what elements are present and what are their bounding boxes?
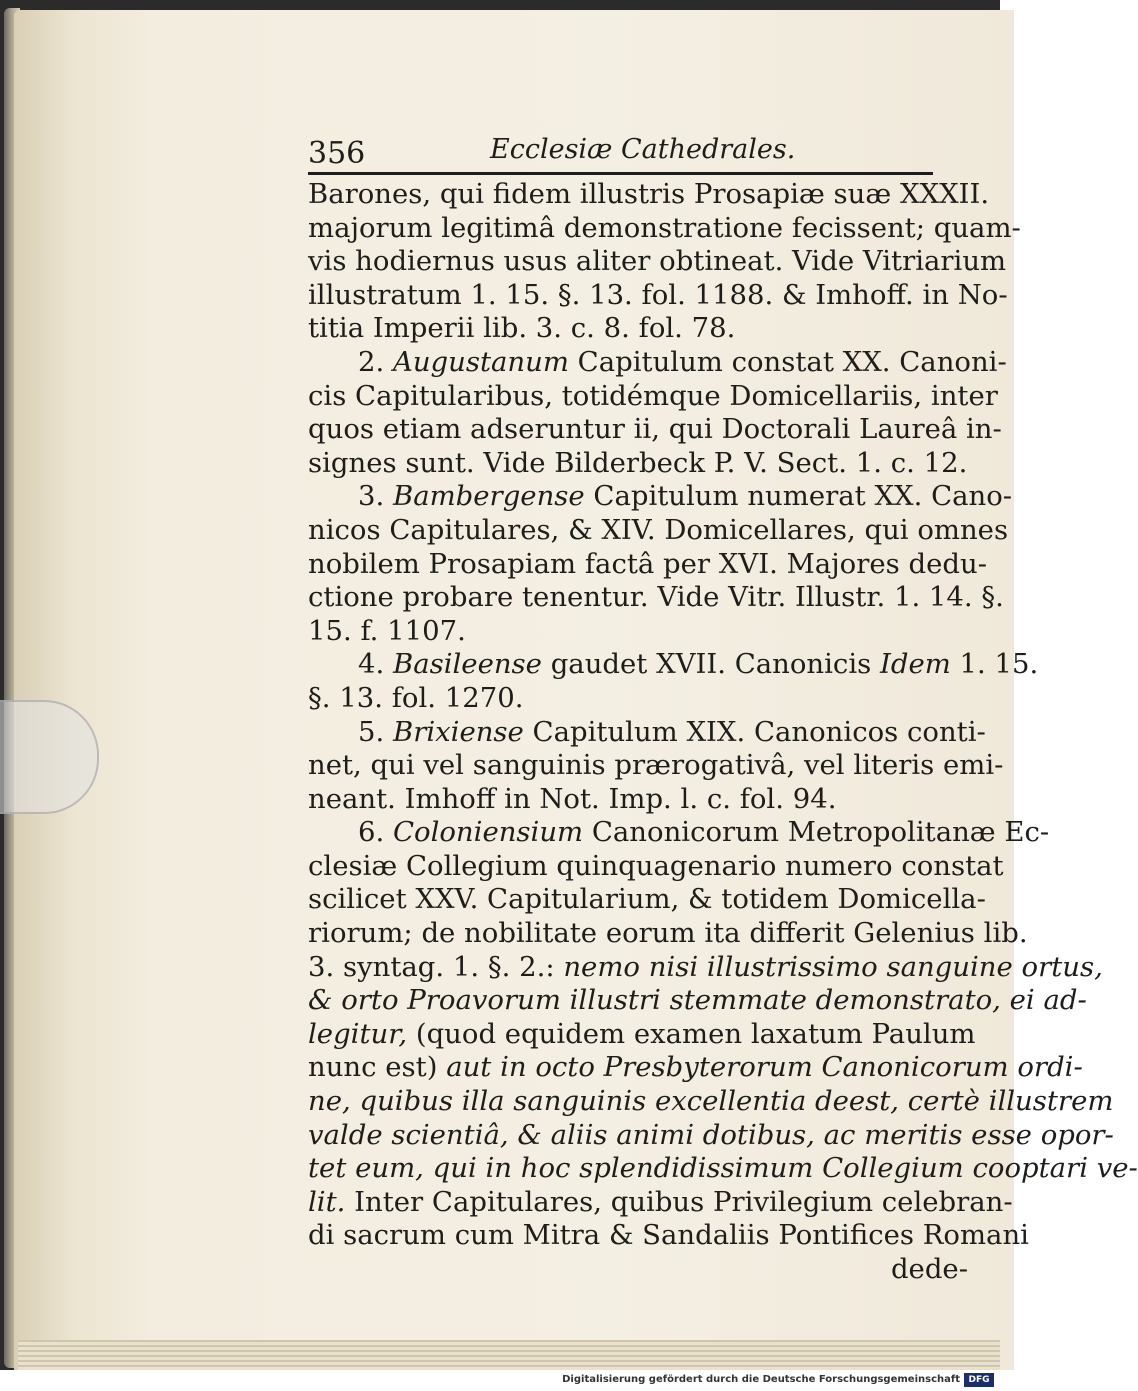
text-run: nicos Capitulares, & XIV. Domicellares, qui omnes xyxy=(308,513,1009,546)
text-line xyxy=(308,1051,1083,1085)
italic-text: Augustanum xyxy=(392,345,569,378)
text-run: Capitulum constat XX. Canoni- xyxy=(568,345,1007,378)
text-run: 3. xyxy=(358,480,393,513)
text-run: nobilem Prosapiam factâ per XVI. Majores dedu- xyxy=(308,547,987,580)
page-number: 356 xyxy=(308,136,366,171)
text-run: quos etiam adseruntur ii, qui Doctorali Laureâ in- xyxy=(308,413,1002,446)
text-line xyxy=(308,984,1087,1018)
text-line xyxy=(308,211,1021,246)
italic-text: tet eum, qui in hoc splendidissimum Collegium cooptari ve- xyxy=(308,1152,1138,1185)
text-run: 1. 15. xyxy=(950,648,1039,681)
text-run: dede- xyxy=(890,1253,968,1285)
text-line xyxy=(308,715,986,750)
text-line xyxy=(308,1219,1029,1253)
text-line xyxy=(308,1152,1138,1186)
italic-text: legitur, xyxy=(308,1017,408,1050)
text-run: Inter Capitulares, quibus Privilegium celebran- xyxy=(345,1185,1013,1218)
text-run: gaudet XVII. Canonicis xyxy=(541,648,880,681)
text-line xyxy=(308,816,1050,850)
text-line xyxy=(308,278,1008,313)
text-line xyxy=(308,849,1004,884)
dfg-credit: Digitalisierung gefördert durch die Deutsche Forschungsgemeinschaft xyxy=(562,1374,960,1385)
italic-text: lit. xyxy=(308,1185,346,1218)
text-line xyxy=(308,1118,1114,1153)
text-run: scilicet XXV. Capitularium, & totidem Domicella- xyxy=(308,883,986,916)
text-line xyxy=(308,648,1039,682)
page-header xyxy=(308,128,933,178)
text-line xyxy=(308,1085,1114,1119)
text-line xyxy=(308,413,1002,447)
italic-text: aut in octo Presbyterorum Canonicorum ordi- xyxy=(446,1051,1083,1084)
text-run: cis Capitularibus, totidémque Domicellariis, inter xyxy=(308,379,998,412)
italic-text: Basileense xyxy=(392,648,542,681)
text-run: 3. syntag. 1. §. 2.: xyxy=(308,950,564,983)
text-run: riorum; de nobilitate eorum ita differit Gelenius lib. xyxy=(308,917,1028,950)
italic-text: Idem xyxy=(879,648,951,681)
text-run: majorum legitimâ demonstratione fecissent; quam- xyxy=(308,211,1021,244)
text-line xyxy=(308,345,1007,380)
text-run: Canonicorum Metropolitanæ Ec- xyxy=(583,816,1050,849)
text-line xyxy=(308,480,1013,514)
text-run: 2. xyxy=(358,345,393,378)
text-run: Capitulum numerat XX. Cano- xyxy=(584,480,1013,513)
text-run: nunc est) xyxy=(308,1051,447,1084)
text-line xyxy=(308,883,986,917)
dfg-logo: DFG xyxy=(964,1373,994,1387)
text-line xyxy=(308,513,1009,548)
running-head: Ecclesiæ Cathedrales. xyxy=(490,134,796,165)
text-line xyxy=(308,581,1004,615)
text-run: signes sunt. Vide Bilderbeck P. V. Sect. 1. c. 12. xyxy=(308,446,968,479)
body-text xyxy=(308,178,1138,1287)
text-run: 5. xyxy=(358,715,393,748)
text-run: titia Imperii lib. 3. c. 8. fol. 78. xyxy=(308,312,736,345)
text-line xyxy=(308,615,968,649)
header-rule xyxy=(308,172,933,175)
italic-text: ne, quibus illa sanguinis excellentia deest, certè illustrem xyxy=(308,1085,1114,1118)
italic-text: Bambergense xyxy=(392,480,585,513)
text-line xyxy=(308,682,968,716)
text-run: ctione probare tenentur. Vide Vitr. Illustr. 1. 14. §. xyxy=(308,581,1004,614)
text-run: vis hodiernus usus aliter obtineat. Vide Vitriarium xyxy=(308,245,1007,278)
text-run: di sacrum cum Mitra & Sandaliis Pontifices Romani xyxy=(308,1219,1029,1252)
text-run: 15. f. 1107. xyxy=(308,614,466,647)
text-line xyxy=(308,783,968,817)
text-line xyxy=(308,950,1103,985)
text-run: Capitulum XIX. Canonicos conti- xyxy=(523,715,986,748)
text-line xyxy=(308,1185,1013,1220)
italic-text: Coloniensium xyxy=(392,816,584,849)
text-line xyxy=(308,917,1028,951)
text-run: clesiæ Collegium quinquagenario numero constat xyxy=(308,849,1004,882)
text-line xyxy=(308,447,968,481)
text-line xyxy=(308,547,987,582)
show-through-ink xyxy=(205,925,325,1075)
italic-text: & orto Proavorum illustri stemmate demonstrato, ei ad- xyxy=(308,984,1087,1017)
text-run: §. 13. fol. 1270. xyxy=(308,681,524,714)
text-run: net, qui vel sanguinis prærogativâ, vel literis emi- xyxy=(308,749,1004,782)
text-line xyxy=(308,1017,976,1052)
catchword xyxy=(308,1253,968,1287)
text-line xyxy=(308,245,1007,279)
italic-text: valde scientiâ, & aliis animi dotibus, ac meritis esse opor- xyxy=(308,1118,1114,1151)
text-line xyxy=(308,178,990,212)
text-run: (quod equidem examen laxatum Paulum xyxy=(407,1017,976,1050)
footer-bar xyxy=(0,1370,1000,1391)
text-run: 4. xyxy=(358,648,393,681)
text-run: illustratum 1. 15. §. 13. fol. 1188. & Imhoff. in No- xyxy=(308,278,1008,311)
text-run: 6. xyxy=(358,816,393,849)
italic-text: Brixiense xyxy=(392,715,524,748)
text-run: neant. Imhoff in Not. Imp. l. c. fol. 94. xyxy=(308,782,837,815)
text-line xyxy=(308,379,998,414)
text-run: Barones, qui fidem illustris Prosapiæ suæ XXXII. xyxy=(308,178,990,210)
text-line xyxy=(308,749,1004,783)
page-stack-edge xyxy=(18,1340,1000,1370)
text-line xyxy=(308,312,968,346)
italic-text: nemo nisi illustrissimo sanguine ortus, xyxy=(563,950,1103,983)
